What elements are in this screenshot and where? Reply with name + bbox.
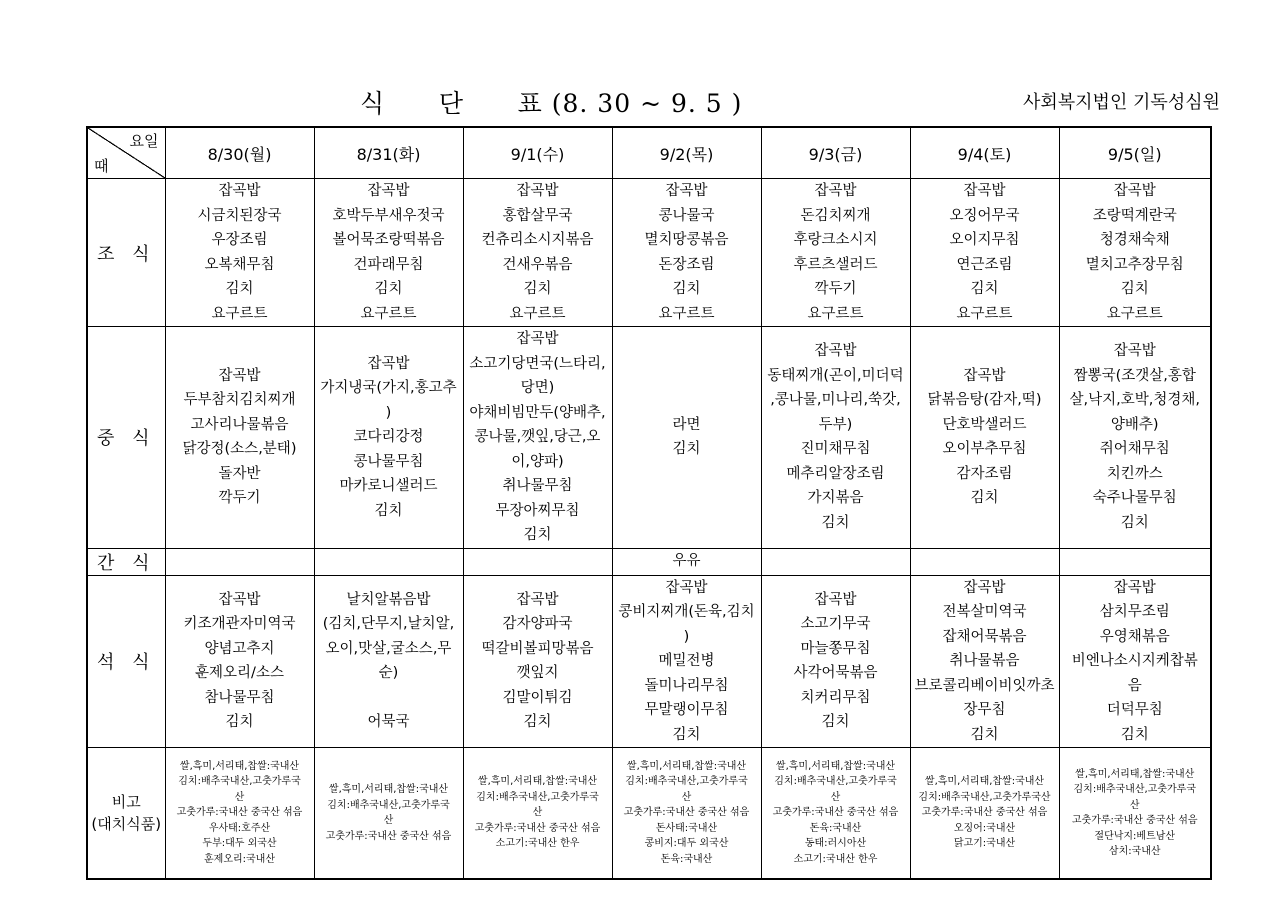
menu-cell	[910, 179, 1059, 327]
menu-item: 김치	[225, 714, 254, 731]
menu-item: 닭볶음탕(감자,떡)	[927, 392, 1042, 409]
menu-item: 날치알볶음밥	[346, 591, 431, 608]
menu-item: 비엔나소시지케찹볶	[1071, 653, 1198, 669]
menu-item: 살,낙지,호박,청경채,	[1069, 392, 1200, 409]
menu-cell	[1059, 327, 1211, 549]
origin-note-line: 훈제오리:국내산	[204, 853, 275, 865]
corner-day-label: 요일	[129, 132, 159, 150]
menu-item: 떡갈비볼피망볶음	[481, 640, 594, 657]
menu-item: 김치	[374, 281, 403, 297]
menu-item: (김치,단무지,날치알,	[322, 616, 455, 633]
origin-note-line: 콩비지:대두 외국산	[644, 838, 729, 850]
menu-cell	[910, 575, 1059, 748]
menu-item: 사각어묵볶음	[793, 665, 878, 682]
origin-note-line: 동태:러시아산	[804, 838, 867, 850]
menu-item: 콩나물,깻잎,당근,오	[474, 429, 601, 445]
day-header: 8/31(화)	[314, 127, 463, 179]
origin-note-line: 돈사태:국내산	[655, 822, 718, 834]
menu-item: )	[683, 628, 690, 645]
menu-item: 오이지무침	[949, 232, 1020, 248]
menu-item: 김치	[1120, 281, 1149, 297]
origin-note-line: 산	[1129, 799, 1140, 811]
menu-cell	[910, 327, 1059, 549]
breakfast-row	[87, 179, 1211, 327]
menu-item: 치커리무침	[800, 689, 871, 706]
menu-item: 요구르트	[807, 305, 864, 322]
menu-item: 소고기당면국(느타리,	[469, 355, 606, 372]
menu-item: 깍두기	[814, 281, 857, 297]
origin-note-line: 김치:배추국내산,고춧가루국	[625, 776, 748, 788]
notes-label-line: 비고	[111, 793, 141, 811]
menu-cell	[314, 327, 463, 549]
origin-note-line: 산	[681, 791, 692, 803]
origin-note-line: 닭고기:국내산	[953, 838, 1016, 850]
menu-item: 이,양파)	[511, 453, 564, 470]
header-row	[87, 127, 1211, 179]
origin-note-line: 산	[383, 815, 394, 826]
menu-item: 오복채무침	[204, 256, 275, 273]
menu-item: 콩나물무침	[353, 453, 424, 470]
menu-item: 치킨까스	[1106, 465, 1163, 482]
menu-item: 김치	[821, 714, 850, 731]
menu-item: 잡채어묵볶음	[942, 628, 1027, 645]
menu-item: 전복살미역국	[942, 604, 1027, 620]
menu-item: 김치	[523, 714, 552, 731]
menu-item: 장무침	[963, 702, 1006, 718]
menu-item: 김치	[672, 726, 701, 743]
origin-note-line: 고춧가루:국내산 중국산 섞음	[474, 822, 601, 834]
menu-item: 김치	[1120, 514, 1149, 531]
menu-item: 김말이튀김	[502, 689, 573, 706]
origin-note-line: 쌀,흑미,서리태,찹쌀:국내산	[477, 776, 598, 788]
menu-cell	[165, 179, 314, 327]
origin-note-cell	[910, 748, 1059, 880]
menu-item: 당면)	[520, 380, 555, 396]
menu-item: 김치	[672, 441, 701, 458]
menu-item: 후랑크소시지	[793, 232, 878, 248]
menu-item: 잡곡밥	[665, 183, 708, 199]
origin-note-line: 쌀,흑미,서리태,찹쌀:국내산	[626, 760, 747, 772]
menu-item: 짬뽕국(조갯살,홍합	[1073, 367, 1196, 384]
menu-item: 잡곡밥	[367, 355, 410, 372]
menu-item: 오징어무국	[949, 207, 1020, 224]
menu-item: 홍합살무국	[502, 207, 573, 224]
menu-item: 소고기무국	[800, 616, 871, 633]
menu-item: 오이부추무침	[942, 441, 1027, 458]
menu-item: 감자양파국	[502, 616, 573, 633]
menu-item: 메밀전병	[658, 653, 715, 669]
corner-meal-label: 때	[94, 157, 109, 175]
menu-cell	[314, 548, 463, 575]
origin-note-line: 김치:배추국내산,고춧가루국	[476, 791, 599, 803]
menu-item: 브로콜리베이비잇까초	[914, 677, 1055, 694]
origin-note-line: 쌀,흑미,서리태,찹쌀:국내산	[179, 760, 300, 772]
menu-item: 요구르트	[956, 305, 1013, 322]
menu-item: 잡곡밥	[218, 183, 261, 199]
menu-item: 숙주나물무침	[1092, 490, 1177, 507]
menu-item: 음	[1127, 677, 1142, 694]
organization-name: 사회복지법인 기독성심원	[1023, 92, 1220, 113]
menu-item: 김치	[970, 490, 999, 507]
menu-item: 요구르트	[658, 305, 715, 322]
menu-item: 잡곡밥	[516, 183, 559, 199]
menu-cell	[463, 548, 612, 575]
menu-cell	[165, 327, 314, 549]
origin-note-line: 고춧가루:국내산 중국산 섞음	[325, 830, 452, 842]
origin-note-line: 쌀,흑미,서리태,찹쌀:국내산	[1075, 768, 1195, 780]
menu-item: 취나물볶음	[949, 653, 1020, 669]
menu-item: 잡곡밥	[218, 367, 261, 384]
menu-item: 청경채숙채	[1099, 232, 1170, 248]
menu-item: 잡곡밥	[814, 183, 857, 199]
menu-item: 잡곡밥	[963, 579, 1006, 596]
origin-note-line: 김치:배추국내산,고춧가루국	[327, 799, 450, 811]
menu-item: 오이,맛살,굴소스,무	[325, 640, 452, 657]
menu-item: 콩나물국	[658, 207, 715, 224]
origin-note-line: 돈육:국내산	[809, 822, 862, 834]
meal-label-lunch: 중 식	[87, 327, 165, 549]
origin-note-line: 고춧가루:국내산 중국산 섞음	[921, 807, 1048, 819]
notes-label-line: (대치식품)	[91, 815, 162, 833]
menu-item: 멸치땅콩볶음	[644, 232, 729, 248]
menu-item: 요구르트	[360, 305, 417, 322]
origin-note-line: 돈육:국내산	[660, 853, 713, 865]
menu-item: 잡곡밥	[814, 591, 857, 608]
menu-item	[315, 686, 463, 711]
menu-item: 깻잎지	[516, 665, 559, 682]
menu-item: 멸치고추장무침	[1085, 256, 1184, 273]
menu-item: 더덕무침	[1106, 702, 1163, 718]
origin-note-line: 고춧가루:국내산 중국산 섞음	[1071, 815, 1198, 826]
origin-note-line: 쌀,흑미,서리태,찹쌀:국내산	[328, 784, 449, 795]
menu-cell	[612, 327, 761, 549]
menu-cell	[165, 575, 314, 748]
menu-item: 건새우볶음	[502, 256, 573, 273]
menu-item: 김치	[970, 726, 999, 743]
corner-cell	[87, 127, 165, 179]
origin-note-line: 두부:대두 외국산	[202, 838, 277, 850]
menu-item: 요구르트	[509, 305, 566, 322]
menu-item: 우영채볶음	[1099, 628, 1170, 645]
page-title: 식 단 표 (8. 30 ~ 9. 5 )	[360, 89, 743, 118]
menu-item: 깍두기	[218, 490, 261, 507]
menu-item: 호박두부새우젓국	[332, 207, 445, 224]
menu-item: 김치	[672, 281, 701, 297]
menu-item: 김치	[374, 502, 403, 519]
menu-item: 취나물무침	[502, 478, 573, 494]
menu-item: 야채비빔만두(양배추,	[469, 404, 606, 421]
menu-item: 감자조림	[956, 465, 1013, 482]
origin-note-line: 쌀,흑미,서리태,찹쌀:국내산	[924, 776, 1045, 788]
meal-label-snack: 간 식	[87, 548, 165, 575]
menu-item: 시금치된장국	[197, 207, 282, 224]
notes-label	[87, 748, 165, 880]
menu-item: 잡곡밥	[516, 331, 559, 347]
origin-note-line: 우사태:호주산	[208, 822, 271, 834]
origin-note-line: 김치:배추국내산,고춧가루국산	[918, 791, 1051, 803]
notes-row	[87, 748, 1211, 880]
menu-item: 볼어묵조랑떡볶음	[332, 232, 445, 248]
menu-item: ,콩나물,미나리,쑥갓,	[770, 392, 901, 409]
menu-item: 두부)	[818, 416, 853, 433]
menu-cell	[1059, 575, 1211, 748]
origin-note-cell	[314, 748, 463, 880]
meal-label-breakfast: 조 식	[87, 179, 165, 327]
menu-item: 잡곡밥	[1113, 183, 1156, 199]
origin-note-cell	[612, 748, 761, 880]
origin-note-line: 김치:배추국내산,고춧가루국	[1073, 784, 1196, 795]
origin-note-line: 김치:배추국내산,고춧가루국	[774, 776, 897, 788]
menu-item: 돌미나리무침	[644, 677, 729, 694]
menu-item: 잡곡밥	[963, 183, 1006, 199]
meal-label-dinner: 석 식	[87, 575, 165, 748]
menu-item: 가지볶음	[807, 490, 864, 507]
origin-note-line: 삼치:국내산	[1108, 846, 1161, 857]
menu-item: 김치	[1120, 726, 1149, 743]
day-header: 9/1(수)	[463, 127, 612, 179]
meal-table	[86, 126, 1212, 880]
menu-cell: 우유	[612, 548, 761, 575]
menu-item: 후르츠샐러드	[793, 256, 878, 273]
origin-note-line: 오징어:국내산	[953, 822, 1016, 834]
menu-cell	[165, 548, 314, 575]
menu-item: 김치	[225, 281, 254, 297]
menu-item: 코다리강정	[353, 429, 424, 445]
menu-item: 연근조림	[956, 256, 1013, 273]
menu-item: 잡곡밥	[963, 367, 1006, 384]
menu-item: 돈김치찌개	[800, 207, 871, 224]
menu-item: 마늘쫑무침	[800, 640, 871, 657]
menu-item: )	[385, 404, 392, 421]
origin-note-line: 산	[830, 791, 841, 803]
menu-item: 무장아찌무침	[495, 502, 580, 519]
origin-note-cell	[1059, 748, 1211, 880]
menu-cell	[1059, 548, 1211, 575]
menu-item: 요구르트	[211, 305, 268, 322]
menu-item: 잡곡밥	[218, 591, 261, 608]
menu-item: 메추리알장조림	[786, 465, 885, 482]
day-header: 9/4(토)	[910, 127, 1059, 179]
menu-item: 훈제오리/소스	[195, 665, 284, 682]
menu-cell	[463, 179, 612, 327]
menu-cell	[1059, 179, 1211, 327]
menu-item: 요구르트	[1106, 305, 1163, 322]
menu-item: 건파래무침	[353, 256, 424, 273]
origin-note-line: 쌀,흑미,서리태,찹쌀:국내산	[775, 760, 896, 772]
menu-item: 콩비지찌개(돈육,김치	[618, 604, 755, 620]
menu-item: 김치	[821, 514, 850, 531]
menu-item: 조랑떡계란국	[1092, 207, 1177, 224]
menu-item: 컨츄리소시지볶음	[481, 232, 594, 248]
menu-item: 동태찌개(곤이,미더덕	[767, 367, 904, 384]
menu-cell	[314, 575, 463, 748]
origin-note-line: 산	[234, 791, 245, 803]
menu-item: 김치	[970, 281, 999, 297]
origin-note-cell	[761, 748, 910, 880]
menu-item: 잡곡밥	[367, 183, 410, 199]
menu-cell	[761, 179, 910, 327]
origin-note-line: 고춧가루:국내산 중국산 섞음	[176, 807, 303, 819]
menu-item: 단호박샐러드	[942, 416, 1027, 433]
menu-cell	[761, 575, 910, 748]
menu-item: 김치	[523, 527, 552, 543]
origin-note-line: 소고기:국내산 한우	[495, 838, 580, 850]
origin-note-line: 고춧가루:국내산 중국산 섞음	[772, 807, 899, 819]
origin-note-line: 고춧가루:국내산 중국산 섞음	[623, 807, 750, 819]
menu-cell	[761, 548, 910, 575]
menu-item: 닭강정(소스,분태)	[182, 441, 297, 458]
origin-note-cell	[165, 748, 314, 880]
menu-item: 돈장조림	[658, 256, 715, 273]
menu-item: 키조개관자미역국	[183, 616, 296, 633]
origin-note-line: 김치:배추국내산,고춧가루국	[178, 776, 301, 788]
menu-item: 참나물무침	[204, 689, 275, 706]
menu-item: 두부참치김치찌개	[183, 392, 296, 409]
menu-cell	[463, 575, 612, 748]
menu-item: 양배추)	[1110, 416, 1159, 433]
origin-note-line: 산	[532, 807, 543, 819]
menu-cell	[314, 179, 463, 327]
menu-cell	[463, 327, 612, 549]
menu-cell	[612, 179, 761, 327]
menu-item: 삼치무조림	[1099, 604, 1170, 620]
menu-item: 우장조림	[211, 232, 268, 248]
dinner-row	[87, 575, 1211, 748]
day-header: 9/5(일)	[1059, 127, 1211, 179]
menu-item: 진미채무침	[800, 441, 871, 458]
menu-item: 쥐어채무침	[1099, 441, 1170, 458]
snack-row	[87, 548, 1211, 575]
menu-item: 잡곡밥	[665, 579, 708, 596]
origin-note-line: 소고기:국내산 한우	[793, 853, 878, 865]
day-header: 9/2(목)	[612, 127, 761, 179]
menu-item: 어묵국	[367, 714, 410, 731]
day-header: 8/30(월)	[165, 127, 314, 179]
menu-item: 잡곡밥	[1113, 343, 1156, 360]
menu-item: 돌자반	[218, 465, 261, 482]
menu-item: 무말랭이무침	[644, 702, 729, 718]
day-header: 9/3(금)	[761, 127, 910, 179]
lunch-row	[87, 327, 1211, 549]
menu-item: 잡곡밥	[1113, 579, 1156, 596]
menu-cell	[612, 575, 761, 748]
menu-item: 마카로니샐러드	[339, 478, 438, 494]
menu-item: 가지냉국(가지,홍고추	[320, 380, 457, 396]
menu-item: 순)	[378, 665, 399, 682]
menu-item: 김치	[523, 281, 552, 297]
origin-note-cell	[463, 748, 612, 880]
origin-note-line: 절단낙지:베트남산	[1094, 830, 1176, 842]
menu-item: 잡곡밥	[814, 343, 857, 360]
menu-cell	[910, 548, 1059, 575]
menu-item: 잡곡밥	[516, 591, 559, 608]
menu-cell	[761, 327, 910, 549]
menu-item: 라면	[672, 416, 701, 433]
menu-item: 고사리나물볶음	[190, 416, 289, 433]
menu-item: 양념고추지	[204, 640, 275, 657]
